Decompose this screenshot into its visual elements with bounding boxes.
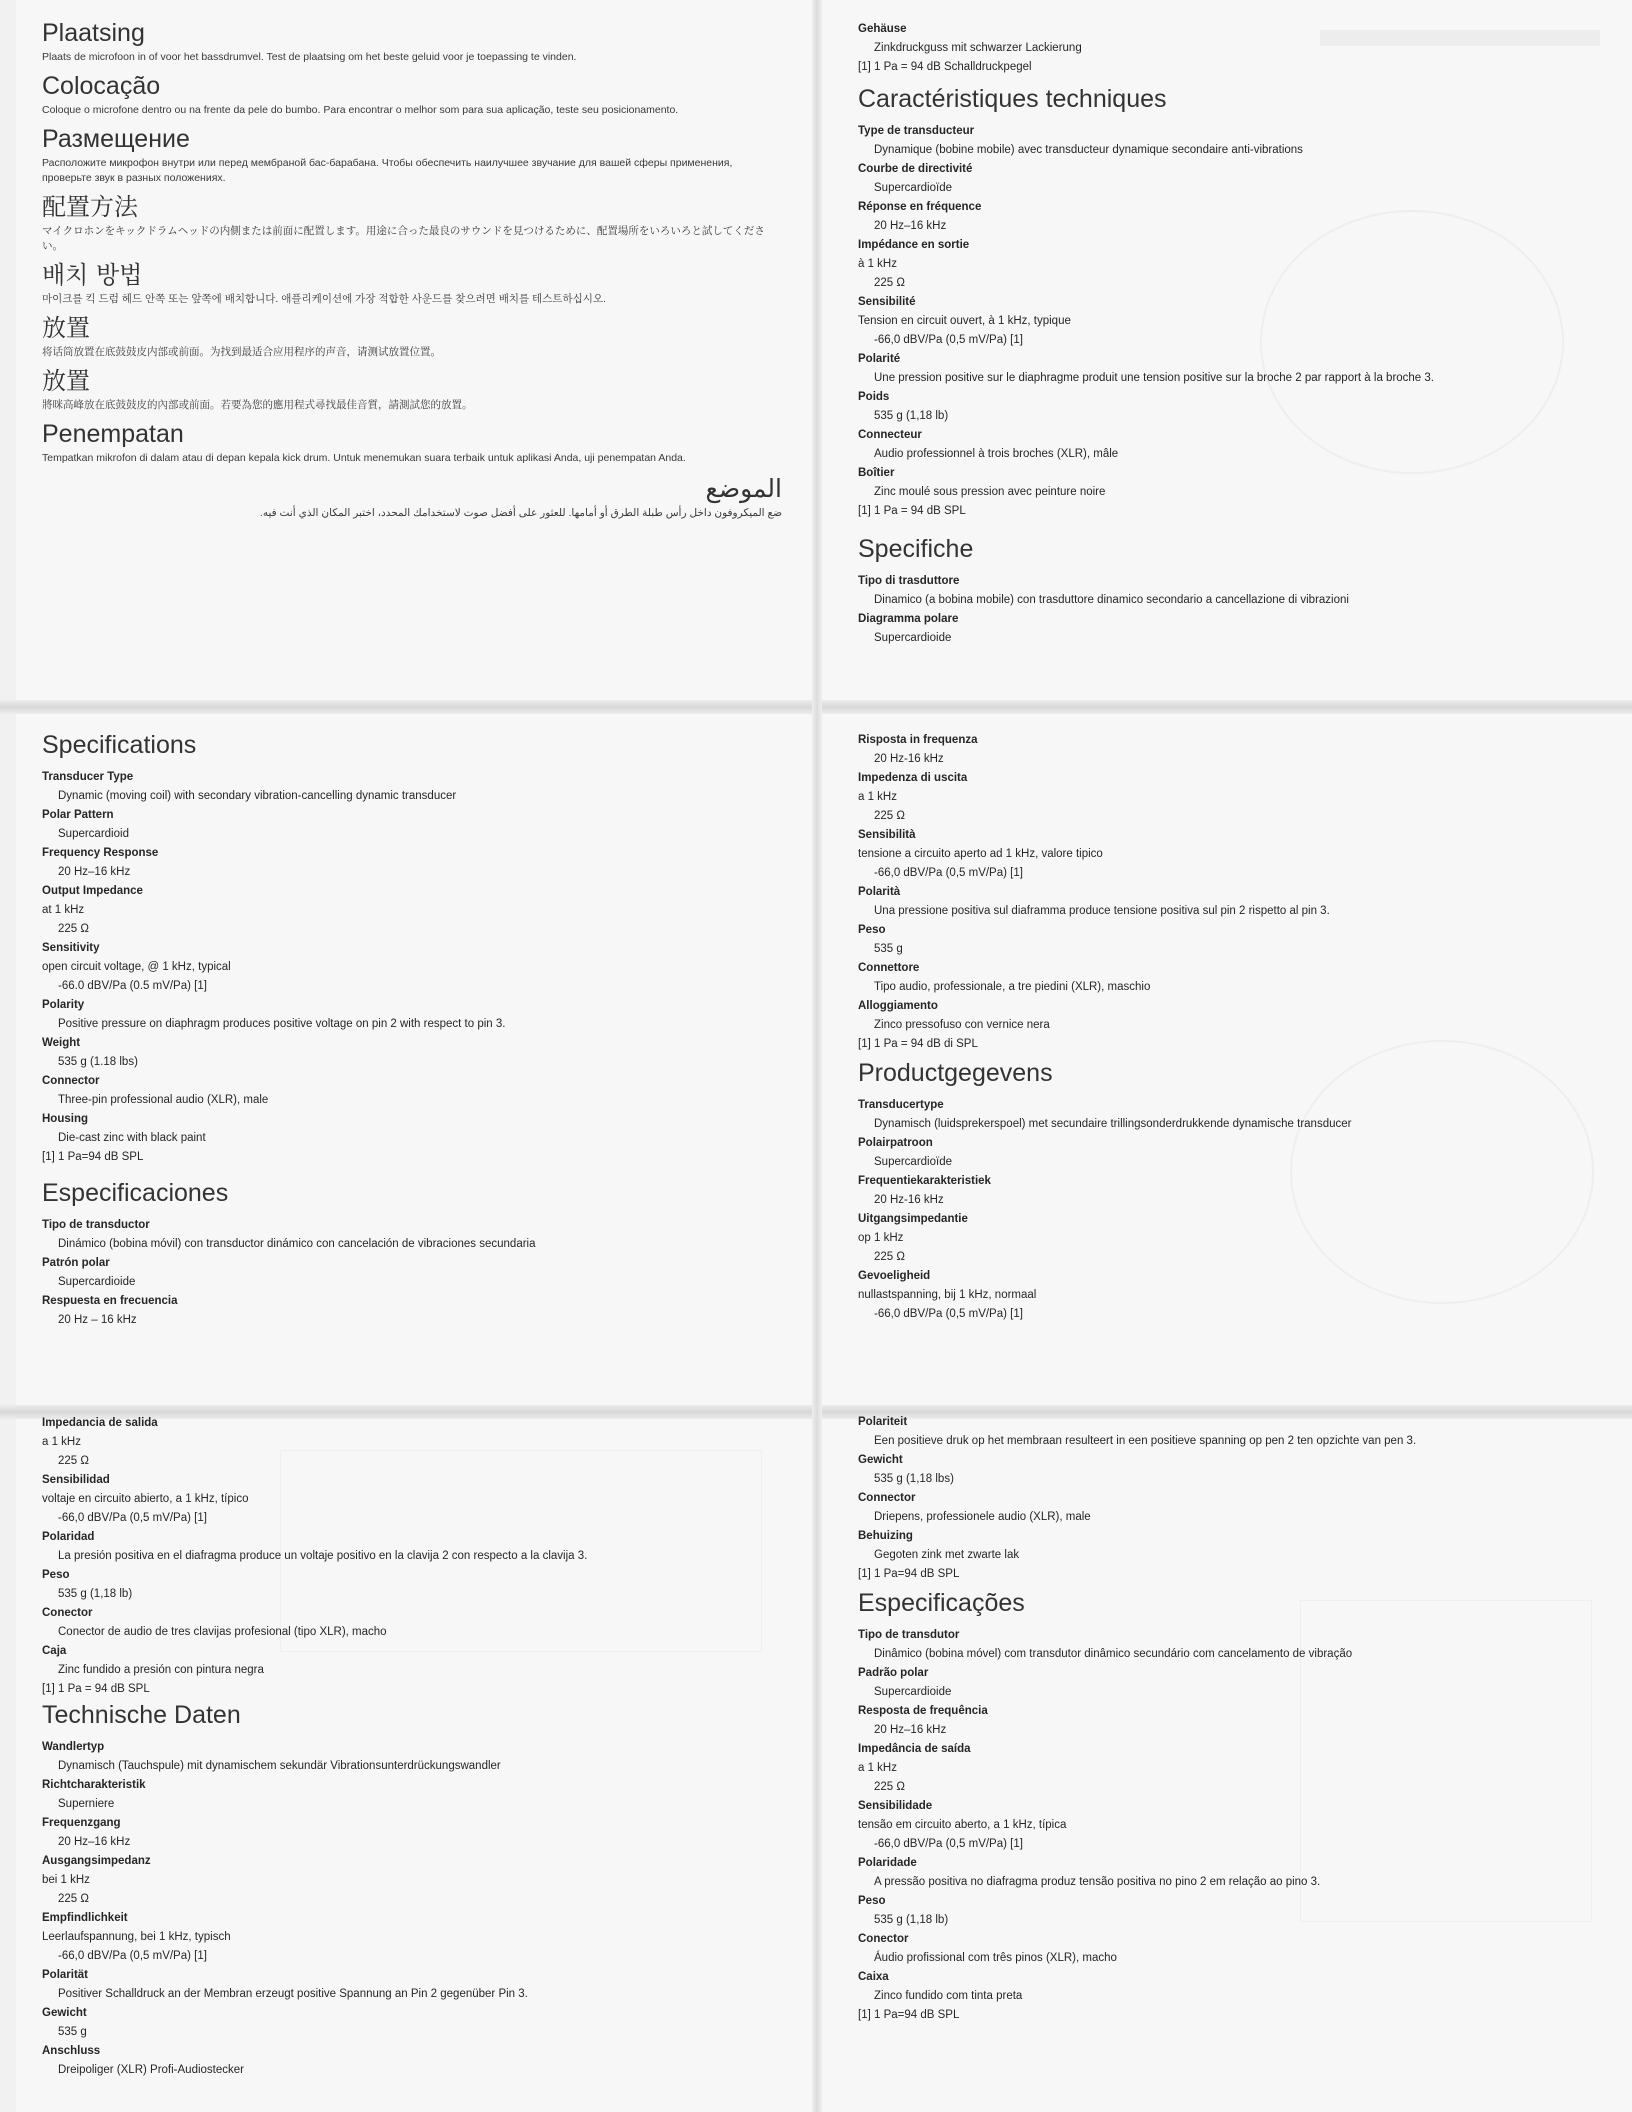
spec-label: Gewicht bbox=[42, 2007, 87, 2019]
specs-german bbox=[42, 1700, 782, 2080]
spec-value: -66,0 dBV/Pa (0,5 mV/Pa) [1] bbox=[58, 1950, 207, 1962]
spec-value: Dynamisch (Tauchspule) mit dynamischem sekundär Vibrationsunterdrückungswandler bbox=[58, 1760, 501, 1772]
section-heading: Caractéristiques techniques bbox=[858, 85, 1167, 113]
spec-value: 20 Hz – 16 kHz bbox=[58, 1314, 137, 1326]
spec-value: Supercardioïde bbox=[874, 182, 952, 194]
spec-label: Caja bbox=[42, 1645, 67, 1657]
specs-dutch bbox=[858, 1058, 1632, 1324]
placement-text: Расположите микрофон внутри или перед мембраной бас-барабана. Чтобы обеспечить наилучшее звучание для вашей сферы применения, проверьте звук в разных положениях. bbox=[42, 157, 733, 184]
spec-value: A pressão positiva no diafragma produz tensão positiva no pino 2 em relação ao pino 3. bbox=[874, 1876, 1321, 1888]
spec-label: Polairpatroon bbox=[858, 1137, 933, 1149]
spec-value: Dynamisch (luidsprekerspoel) met secundaire trillingsonderdrukkende dynamische transducer bbox=[874, 1118, 1352, 1130]
spec-label: Polarity bbox=[42, 999, 85, 1011]
spec-value: Die-cast zinc with black paint bbox=[58, 1132, 206, 1144]
spec-value: Dinâmico (bobina móvel) com transdutor dinâmico secundário com cancelamento de vibração bbox=[874, 1648, 1353, 1660]
spec-qualifier: open circuit voltage, @ 1 kHz, typical bbox=[42, 961, 231, 973]
spec-label: Uitgangsimpedantie bbox=[858, 1213, 968, 1225]
spec-value: Supercardioid bbox=[58, 828, 129, 840]
spec-value: Zinco fundido com tinta preta bbox=[874, 1990, 1023, 2002]
section-heading: Penempatan bbox=[42, 420, 184, 448]
spec-label: Polaridad bbox=[42, 1531, 95, 1543]
spec-label: Sensibilité bbox=[858, 296, 916, 308]
spec-value: Dreipoliger (XLR) Profi-Audiostecker bbox=[58, 2064, 244, 2076]
spec-value: 225 Ω bbox=[874, 1781, 905, 1793]
spec-label: Tipo de transdutor bbox=[858, 1629, 960, 1641]
spec-label: Richtcharakteristik bbox=[42, 1779, 146, 1791]
spec-qualifier: op 1 kHz bbox=[858, 1232, 904, 1244]
section-heading: 配置方法 bbox=[42, 193, 138, 221]
spec-label: Courbe de directivité bbox=[858, 163, 973, 175]
spec-value: 20 Hz-16 kHz bbox=[874, 1194, 944, 1206]
footnote: [1] 1 Pa = 94 dB SPL bbox=[858, 505, 966, 517]
footnote: [1] 1 Pa = 94 dB di SPL bbox=[858, 1038, 978, 1050]
section-heading: Specifications bbox=[42, 731, 197, 759]
section-heading: Especificaciones bbox=[42, 1179, 229, 1207]
spec-label: Tipo de transductor bbox=[42, 1219, 150, 1231]
spec-value: -66,0 dBV/Pa (0,5 mV/Pa) [1] bbox=[874, 334, 1023, 346]
spec-label: Polarità bbox=[858, 886, 901, 898]
spec-value: 535 g (1,18 lb) bbox=[874, 1914, 949, 1926]
spec-label: Peso bbox=[858, 1895, 886, 1907]
spec-label: Conector bbox=[858, 1933, 909, 1945]
placement-text: ضع الميكروفون داخل رأس طبلة الطرق أو أمامها. للعثور على أفضل صوت لاستخدامك المحدد، اختبر المكان الذي أنت فيه. bbox=[259, 507, 782, 519]
spec-label: Impédance en sortie bbox=[858, 239, 970, 251]
spec-qualifier: tensione a circuito aperto ad 1 kHz, valore tipico bbox=[858, 848, 1103, 860]
spec-label: Polarité bbox=[858, 353, 901, 365]
spec-value: 20 Hz–16 kHz bbox=[874, 1724, 947, 1736]
spec-qualifier: voltaje en circuito abierto, a 1 kHz, típico bbox=[42, 1493, 249, 1505]
spec-label: Output Impedance bbox=[42, 885, 143, 897]
spec-label: Polar Pattern bbox=[42, 809, 114, 821]
spec-label: Frequenzgang bbox=[42, 1817, 121, 1829]
spec-label: Polaridade bbox=[858, 1857, 917, 1869]
spec-value: Supercardioide bbox=[58, 1276, 136, 1288]
spec-value: 20 Hz–16 kHz bbox=[58, 866, 131, 878]
spec-label: Risposta in frequenza bbox=[858, 734, 978, 746]
spec-value: 535 g bbox=[58, 2026, 87, 2038]
spec-label: Frequency Response bbox=[42, 847, 159, 859]
spec-label: Connettore bbox=[858, 962, 920, 974]
section-heading: 放置 bbox=[42, 367, 90, 395]
spec-label: Wandlertyp bbox=[42, 1741, 105, 1753]
spec-value: 225 Ω bbox=[58, 1455, 89, 1467]
placement-text: マイクロホンをキックドラムヘッドの内側または前面に配置します。用途に合った最良のサウンドを見つけるために、配置場所をいろいろと試してください。 bbox=[42, 225, 765, 252]
section-heading: 放置 bbox=[42, 314, 90, 342]
spec-label: Poids bbox=[858, 391, 890, 403]
spec-label: Diagramma polare bbox=[858, 613, 959, 625]
spec-value: Una pressione positiva sul diaframma produce tensione positiva sul pin 2 rispetto al pin 3. bbox=[874, 905, 1330, 917]
specs-dutch-continued bbox=[858, 1413, 1632, 1584]
spec-qualifier: nullastspanning, bij 1 kHz, normaal bbox=[858, 1289, 1037, 1301]
spec-value: 20 Hz–16 kHz bbox=[58, 1836, 131, 1848]
spec-label: Peso bbox=[858, 924, 886, 936]
spec-label: Connector bbox=[858, 1492, 916, 1504]
spec-value: Conector de audio de tres clavijas profesional (tipo XLR), macho bbox=[58, 1626, 387, 1638]
section-heading: Productgegevens bbox=[858, 1059, 1053, 1087]
placement-text: 마이크를 킥 드럼 헤드 안쪽 또는 앞쪽에 배치합니다. 애플리케이션에 가장 적합한 사운드를 찾으려면 배치를 테스트하십시오. bbox=[42, 293, 606, 305]
spec-label: Frequentiekarakteristiek bbox=[858, 1175, 991, 1187]
spec-value: 535 g bbox=[874, 943, 903, 955]
spec-value: Dinamico (a bobina mobile) con trasduttore dinamico secondario a cancellazione di vibrazioni bbox=[874, 594, 1349, 606]
spec-value: 535 g (1,18 lb) bbox=[58, 1588, 133, 1600]
spec-value: Áudio profissional com três pinos (XLR), macho bbox=[874, 1952, 1117, 1964]
spec-label: Behuizing bbox=[858, 1530, 913, 1542]
specs-english bbox=[42, 730, 782, 1167]
spec-label: Transducer Type bbox=[42, 771, 134, 783]
spec-qualifier: a 1 kHz bbox=[42, 1436, 81, 1448]
spec-value: 535 g (1,18 lbs) bbox=[874, 1473, 954, 1485]
spec-value: -66.0 dBV/Pa (0.5 mV/Pa) [1] bbox=[58, 980, 207, 992]
spec-value: Audio professionnel à trois broches (XLR), mâle bbox=[874, 448, 1119, 460]
fold-line bbox=[812, 0, 822, 2112]
specs-german-continued bbox=[858, 20, 1632, 77]
spec-label: Resposta de frequência bbox=[858, 1705, 988, 1717]
spec-label: Ausgangsimpedanz bbox=[42, 1855, 151, 1867]
spec-qualifier: Leerlaufspannung, bei 1 kHz, typisch bbox=[42, 1931, 231, 1943]
spec-value: 225 Ω bbox=[58, 923, 89, 935]
spec-label: Caixa bbox=[858, 1971, 889, 1983]
spec-label: Alloggiamento bbox=[858, 1000, 938, 1012]
section-heading: Technische Daten bbox=[42, 1701, 241, 1729]
spec-label: Type de transducteur bbox=[858, 125, 975, 137]
spec-label: Connecteur bbox=[858, 429, 922, 441]
spec-label: Tipo di trasduttore bbox=[858, 575, 960, 587]
section-heading: الموضع bbox=[705, 475, 782, 503]
spec-label: Conector bbox=[42, 1607, 93, 1619]
spec-label: Gevoeligheid bbox=[858, 1270, 931, 1282]
spec-value: Dynamic (moving coil) with secondary vibration-cancelling dynamic transducer bbox=[58, 790, 457, 802]
footnote: [1] 1 Pa=94 dB SPL bbox=[858, 1568, 960, 1580]
specs-portuguese bbox=[858, 1588, 1632, 2025]
spec-label: Boîtier bbox=[858, 467, 895, 479]
spec-value: -66,0 dBV/Pa (0,5 mV/Pa) [1] bbox=[874, 1838, 1023, 1850]
spec-value: 225 Ω bbox=[874, 277, 905, 289]
spec-label: Housing bbox=[42, 1113, 88, 1125]
section-heading: Colocação bbox=[42, 72, 161, 100]
placement-text: 將咪高峰放在底鼓鼓皮的內部或前面。若要為您的應用程式尋找最佳音質，請測試您的放置。 bbox=[42, 399, 473, 411]
spec-value: Zinkdruckguss mit schwarzer Lackierung bbox=[874, 42, 1082, 54]
specs-spanish-continued bbox=[42, 1414, 782, 1699]
spec-value: Supercardioïde bbox=[874, 1156, 952, 1168]
spec-label: Transducertype bbox=[858, 1099, 944, 1111]
spec-label: Patrón polar bbox=[42, 1257, 110, 1269]
spec-qualifier: à 1 kHz bbox=[858, 258, 897, 270]
spec-value: Three-pin professional audio (XLR), male bbox=[58, 1094, 269, 1106]
spec-value: Zinc moulé sous pression avec peinture noire bbox=[874, 486, 1106, 498]
spec-label: Empfindlichkeit bbox=[42, 1912, 128, 1924]
spec-value: Een positieve druk op het membraan resulteert in een positieve spanning op pen 2 ten opzichte van pen 3. bbox=[874, 1435, 1417, 1447]
spec-label: Impedância de saída bbox=[858, 1743, 971, 1755]
spec-label: Weight bbox=[42, 1037, 81, 1049]
specs-italian-continued bbox=[858, 731, 1632, 1054]
spec-value: Positiver Schalldruck an der Membran erzeugt positive Spannung an Pin 2 gegenüber Pin 3. bbox=[58, 1988, 528, 2000]
specs-italian bbox=[858, 534, 1632, 648]
spec-label: Réponse en fréquence bbox=[858, 201, 982, 213]
spec-value: Superniere bbox=[58, 1798, 115, 1810]
spec-value: Supercardioide bbox=[874, 632, 952, 644]
spec-label: Polariteit bbox=[858, 1416, 908, 1428]
section-heading: Размещение bbox=[42, 125, 190, 153]
spec-value: -66,0 dBV/Pa (0,5 mV/Pa) [1] bbox=[874, 867, 1023, 879]
placement-text: Tempatkan mikrofon di dalam atau di depan kepala kick drum. Untuk menemukan suara terbaik untuk aplikasi Anda, uji penempatan Anda. bbox=[42, 452, 686, 464]
footnote: [1] 1 Pa=94 dB SPL bbox=[858, 2009, 960, 2021]
spec-label: Impedenza di uscita bbox=[858, 772, 968, 784]
section-heading: Plaatsing bbox=[42, 19, 145, 47]
spec-value: -66,0 dBV/Pa (0,5 mV/Pa) [1] bbox=[58, 1512, 207, 1524]
spec-label: Gewicht bbox=[858, 1454, 903, 1466]
spec-qualifier: bei 1 kHz bbox=[42, 1874, 90, 1886]
spec-label: Impedancia de salida bbox=[42, 1417, 158, 1429]
spec-value: Tipo audio, professionale, a tre piedini (XLR), maschio bbox=[874, 981, 1151, 993]
spec-label: Respuesta en frecuencia bbox=[42, 1295, 178, 1307]
spec-label: Polarität bbox=[42, 1969, 89, 1981]
spec-value: Dynamique (bobine mobile) avec transducteur dynamique secondaire anti-vibrations bbox=[874, 144, 1303, 156]
spec-value: Dinámico (bobina móvil) con transductor dinámico con cancelación de vibraciones secundaria bbox=[58, 1238, 536, 1250]
placement-text: Plaats de microfoon in of voor het bassdrumvel. Test de plaatsing om het beste geluid voor je toepassing te vinden. bbox=[42, 51, 577, 63]
spec-value: Driepens, professionele audio (XLR), male bbox=[874, 1511, 1091, 1523]
spec-value: La presión positiva en el diafragma produce un voltaje positivo en la clavija 2 con respecto a la clavija 3. bbox=[58, 1550, 588, 1562]
spec-value: 225 Ω bbox=[58, 1893, 89, 1905]
spec-label: Sensibilità bbox=[858, 829, 916, 841]
spec-qualifier: a 1 kHz bbox=[858, 1762, 897, 1774]
specs-french bbox=[858, 84, 1632, 521]
placement-section bbox=[42, 18, 782, 527]
spec-value: 535 g (1.18 lbs) bbox=[58, 1056, 138, 1068]
spec-value: Positive pressure on diaphragm produces positive voltage on pin 2 with respect to pin 3. bbox=[58, 1018, 506, 1030]
spec-qualifier: at 1 kHz bbox=[42, 904, 85, 916]
specs-spanish bbox=[42, 1178, 782, 1330]
footnote: [1] 1 Pa=94 dB SPL bbox=[42, 1151, 144, 1163]
spec-label: Anschluss bbox=[42, 2045, 101, 2057]
spec-value: 225 Ω bbox=[874, 1251, 905, 1263]
spec-qualifier: a 1 kHz bbox=[858, 791, 897, 803]
spec-label: Sensibilidade bbox=[858, 1800, 933, 1812]
spec-label: Gehäuse bbox=[858, 23, 907, 35]
spec-label: Sensitivity bbox=[42, 942, 100, 954]
spec-value: 20 Hz–16 kHz bbox=[874, 220, 947, 232]
spec-value: Zinco pressofuso con vernice nera bbox=[874, 1019, 1050, 1031]
footnote: [1] 1 Pa = 94 dB SPL bbox=[42, 1683, 150, 1695]
spec-label: Sensibilidad bbox=[42, 1474, 110, 1486]
footnote: [1] 1 Pa = 94 dB Schalldruckpegel bbox=[858, 61, 1032, 73]
spec-value: 225 Ω bbox=[874, 810, 905, 822]
spec-value: Une pression positive sur le diaphragme produit une tension positive sur la broche 2 par rapport à la broche 3. bbox=[874, 372, 1434, 384]
spec-value: Zinc fundido a presión con pintura negra bbox=[58, 1664, 264, 1676]
section-heading: Especificações bbox=[858, 1589, 1025, 1617]
section-heading: Specifiche bbox=[858, 535, 974, 563]
placement-text: Coloque o microfone dentro ou na frente da pele do bumbo. Para encontrar o melhor som para sua aplicação, teste seu posicionamento. bbox=[42, 104, 679, 116]
spec-label: Connector bbox=[42, 1075, 100, 1087]
spec-qualifier: Tension en circuit ouvert, à 1 kHz, typique bbox=[858, 315, 1071, 327]
spec-label: Padrão polar bbox=[858, 1667, 929, 1679]
spec-value: -66,0 dBV/Pa (0,5 mV/Pa) [1] bbox=[874, 1308, 1023, 1320]
spec-value: 20 Hz-16 kHz bbox=[874, 753, 944, 765]
spec-qualifier: tensão em circuito aberto, a 1 kHz, típica bbox=[858, 1819, 1067, 1831]
spec-value: Supercardioide bbox=[874, 1686, 952, 1698]
section-heading: 배치 방법 bbox=[42, 261, 143, 289]
placement-text: 将话筒放置在底鼓鼓皮内部或前面。为找到最适合应用程序的声音，请测试放置位置。 bbox=[42, 346, 441, 358]
spec-value: 535 g (1,18 lb) bbox=[874, 410, 949, 422]
spec-label: Peso bbox=[42, 1569, 70, 1581]
spec-value: Gegoten zink met zwarte lak bbox=[874, 1549, 1020, 1561]
